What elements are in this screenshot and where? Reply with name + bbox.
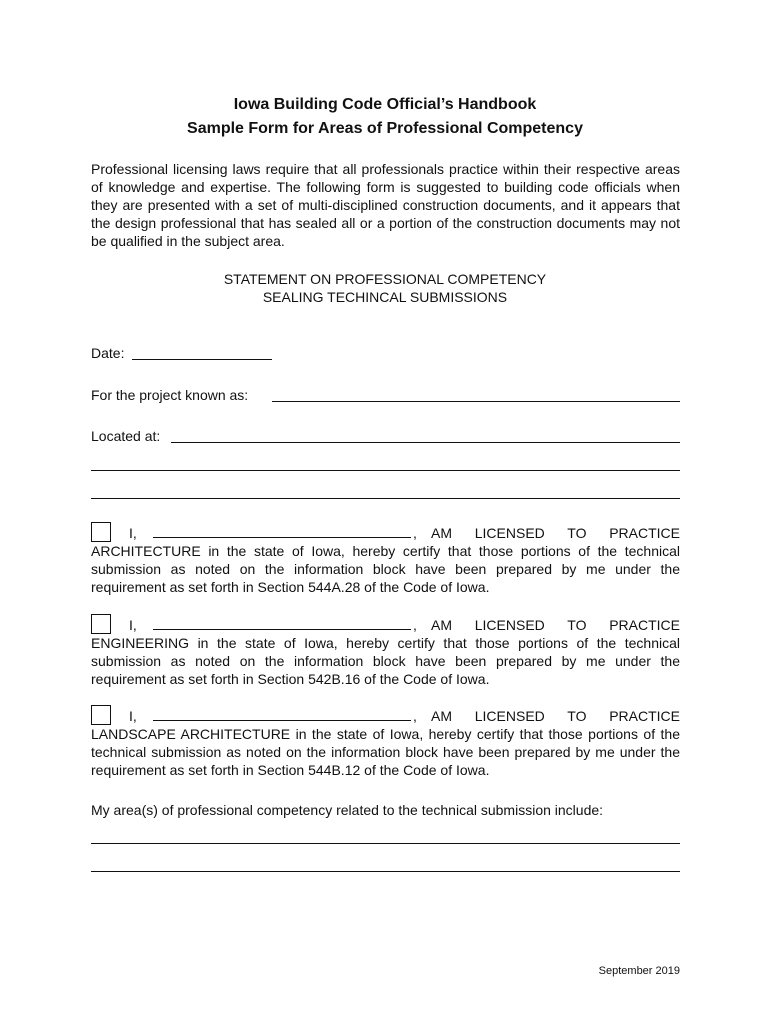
architect-name-field[interactable] bbox=[153, 525, 411, 538]
location-label: Located at: bbox=[91, 428, 161, 444]
pronoun-text: I, bbox=[129, 617, 137, 633]
footer-date: September 2019 bbox=[598, 965, 680, 977]
intro-paragraph: Professional licensing laws require that all professionals practice within their respective areas of knowledge and expertise. The following form is suggested to building code officials when they are presented with a set of multi-disciplined construction documents, and it appears that the design professional that has sealed all or a portion of the construction documents may not be qualified in the subject area. bbox=[91, 161, 680, 249]
document-subtitle: Sample Form for Areas of Professional Competency bbox=[187, 120, 583, 137]
certification-text: ENGINEERING in the state of Iowa, hereby certify that those portions of the technical submission as noted on the information block have been prepared by me under the requirement as set forth in Section 542B.16 of the Code of Iowa. bbox=[91, 635, 680, 687]
pronoun-text: I, bbox=[129, 525, 137, 541]
licensed-text: AM LICENSED TO PRACTICE bbox=[431, 708, 680, 724]
licensed-text: AM LICENSED TO PRACTICE bbox=[431, 525, 680, 541]
project-name-field[interactable] bbox=[272, 401, 680, 402]
engineer-name-field[interactable] bbox=[153, 617, 411, 630]
location-field-line-2[interactable] bbox=[91, 470, 680, 471]
date-field[interactable] bbox=[132, 359, 272, 360]
certification-text: LANDSCAPE ARCHITECTURE in the state of Iowa, hereby certify that those portions of the technical submission as noted on the information block have been prepared by me under the requirement as set forth in Section 544B.12 of the Code of Iowa. bbox=[91, 726, 680, 778]
competency-label: My area(s) of professional competency related to the technical submission include: bbox=[91, 802, 604, 818]
project-label: For the project known as: bbox=[91, 387, 249, 403]
comma-text: , bbox=[413, 617, 417, 633]
comma-text: , bbox=[413, 708, 417, 724]
date-label: Date: bbox=[91, 345, 125, 361]
comma-text: , bbox=[413, 525, 417, 541]
licensed-text: AM LICENSED TO PRACTICE bbox=[431, 617, 680, 633]
statement-heading: STATEMENT ON PROFESSIONAL COMPETENCY bbox=[223, 271, 547, 287]
location-field-line-1[interactable] bbox=[171, 442, 680, 443]
architecture-certification bbox=[91, 524, 680, 596]
location-field-line-3[interactable] bbox=[91, 498, 680, 499]
landscape-architect-name-field[interactable] bbox=[153, 708, 411, 721]
certification-text: ARCHITECTURE in the state of Iowa, hereby certify that those portions of the technical submission as noted on the information block have been prepared by me under the requirement as set forth in Section 544A.28 of the Code of Iowa. bbox=[91, 543, 680, 595]
engineering-certification bbox=[91, 616, 680, 688]
landscape-architecture-certification bbox=[91, 707, 680, 779]
document-title: Iowa Building Code Official’s Handbook bbox=[233, 96, 537, 113]
competency-field-line-2[interactable] bbox=[91, 871, 680, 872]
statement-subheading: SEALING TECHINCAL SUBMISSIONS bbox=[262, 289, 508, 305]
pronoun-text: I, bbox=[129, 708, 137, 724]
competency-field-line-1[interactable] bbox=[91, 843, 680, 844]
